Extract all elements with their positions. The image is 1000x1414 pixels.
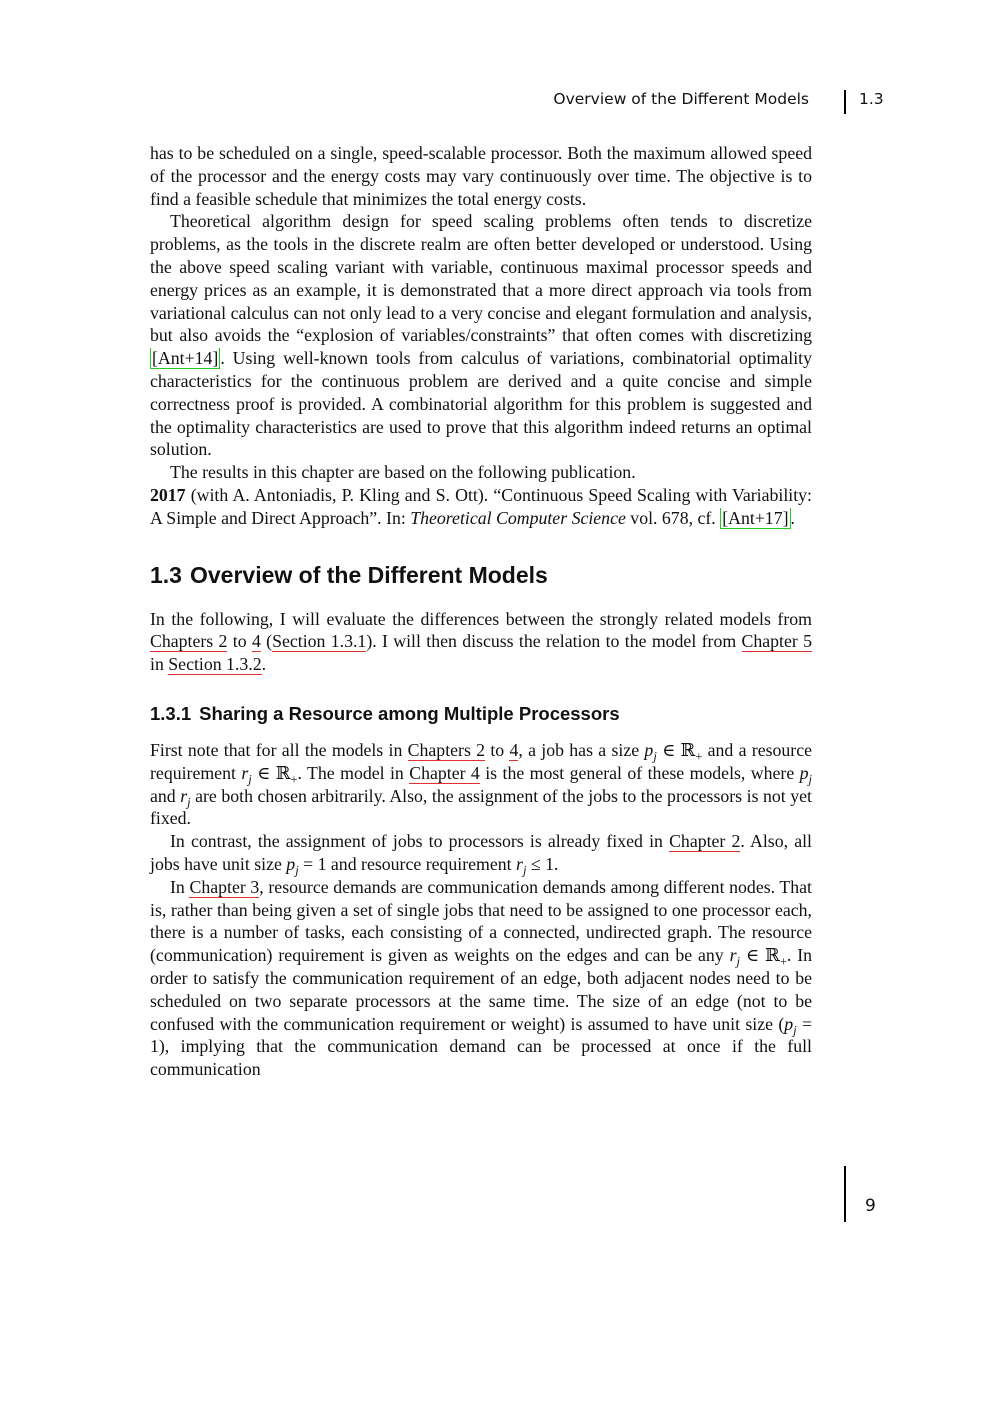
paragraph-intro-1: has to be scheduled on a single, speed-scalable processor. Both the maximum allowed speed of the processor and the energy costs may vary continuously over time. The objective is to find a feasible schedule that minimizes the total energy costs. bbox=[150, 143, 812, 209]
text-run: . bbox=[790, 507, 795, 528]
math-var: p bbox=[286, 853, 296, 874]
text-run: . Also, all jobs have unit size bbox=[150, 831, 812, 874]
page-number: 9 bbox=[865, 1196, 876, 1216]
text-run: . bbox=[553, 853, 559, 874]
math-rj-leq-1 bbox=[516, 853, 554, 878]
text-run: First note that for all the models in bbox=[150, 739, 408, 760]
math-var: p bbox=[784, 1013, 794, 1034]
math-var: p bbox=[644, 739, 654, 760]
xref-chapter-5[interactable]: Chapter 5 bbox=[741, 631, 813, 652]
section-title: Overview of the Different Models bbox=[189, 561, 548, 588]
math-op: = 1 bbox=[150, 1013, 812, 1057]
text-run: ). I will then discuss the relation to the model from bbox=[366, 631, 742, 652]
xref-chapters-2[interactable]: Chapters 2 bbox=[407, 739, 486, 760]
main-content bbox=[150, 142, 812, 1081]
xref-section-1-3-1[interactable]: Section 1.3.1 bbox=[272, 631, 367, 652]
text-run: vol. 678, cf. bbox=[625, 507, 721, 528]
text-run: Theoretical algorithm design for speed scaling problems often tends to discretize problems, as the tools in the discrete realm are often better developed or understood. Using the above speed scaling variant with variable, continuous maximal processor speeds and energy prices as an example, it is demonstrated that a more direct approach via tools from variational calculus can not only lead to a very concise and elegant formulation and analysis, but also avoids the “explosion of variables/constraints” that often comes with discretizing bbox=[150, 211, 812, 346]
publication-entry bbox=[150, 484, 812, 530]
xref-chapter-4[interactable]: 4 bbox=[509, 739, 519, 760]
xref-chapter-2[interactable]: Chapter 2 bbox=[669, 831, 741, 852]
paragraph-section-1 bbox=[150, 608, 812, 676]
math-subscript: j bbox=[793, 1023, 797, 1038]
xref-chapters-2[interactable]: Chapters 2 bbox=[150, 631, 228, 652]
text-run: , resource demands are communication demands among different nodes. That is, rather than being given a set of single jobs that need to be assigned to one processor each, there is a number of tasks, each consisting of a connected, undirected graph. The resource (communication) requirement is given as weights on the edges and can be any bbox=[150, 876, 812, 966]
math-var: r bbox=[729, 945, 737, 966]
math-op: ∈ ℝ bbox=[656, 739, 696, 760]
math-subscript: + bbox=[290, 772, 298, 787]
math-rj-in-reals bbox=[729, 945, 787, 969]
text-run: ), implying that the communication demand can be processed at once if the full communication bbox=[150, 1036, 812, 1080]
text-run: in bbox=[150, 654, 169, 675]
text-run: to bbox=[227, 631, 252, 652]
math-subscript: j bbox=[736, 954, 741, 969]
math-subscript: j bbox=[248, 772, 252, 787]
text-run: ( bbox=[260, 631, 273, 652]
math-subscript: + bbox=[695, 749, 703, 764]
math-subscript: j bbox=[522, 863, 527, 878]
text-run: . The model in bbox=[297, 762, 410, 783]
math-subscript: j bbox=[187, 795, 191, 810]
math-op: ≤ 1 bbox=[526, 853, 554, 874]
publication-venue: Theoretical Computer Science bbox=[410, 507, 626, 528]
text-run: In contrast, the assignment of jobs to processors is already fixed in bbox=[170, 831, 670, 852]
running-title: Overview of the Different Models bbox=[553, 90, 809, 108]
math-subscript: + bbox=[779, 954, 787, 969]
math-var: r bbox=[241, 762, 249, 783]
text-run: and bbox=[150, 785, 181, 806]
xref-chapter-4-model[interactable]: Chapter 4 bbox=[409, 762, 480, 783]
page-header bbox=[150, 88, 890, 116]
subsection-heading bbox=[150, 702, 812, 726]
math-op: ∈ ℝ bbox=[251, 762, 291, 783]
page-footer bbox=[844, 1166, 904, 1226]
math-var: r bbox=[180, 785, 188, 806]
xref-section-1-3-2[interactable]: Section 1.3.2 bbox=[168, 654, 262, 675]
paragraph-subsection-2 bbox=[150, 830, 812, 876]
text-run: In bbox=[170, 876, 190, 897]
math-op: ∈ ℝ bbox=[740, 945, 780, 966]
subsection-number: 1.3.1 bbox=[150, 702, 192, 724]
section-number: 1.3 bbox=[150, 561, 182, 588]
math-pj bbox=[799, 762, 812, 787]
header-divider bbox=[844, 90, 846, 114]
footer-divider bbox=[844, 1166, 846, 1222]
math-pj-in-reals bbox=[644, 739, 703, 764]
section-heading bbox=[150, 560, 812, 590]
text-run: . In order to satisfy the communication requirement of an edge, both adjacent nodes need to be scheduled on two separate processors at the same time. The size of an edge (not to be confused with the communication requirement or weight) is assumed to have unit size ( bbox=[150, 945, 813, 1034]
text-run: . bbox=[261, 654, 267, 675]
text-run: and resource requirement bbox=[326, 853, 517, 874]
paragraph-subsection-3 bbox=[150, 876, 812, 1081]
xref-chapter-3[interactable]: Chapter 3 bbox=[189, 876, 260, 897]
paragraph-intro-2 bbox=[150, 210, 812, 461]
math-subscript: j bbox=[653, 749, 657, 764]
math-var: p bbox=[799, 762, 809, 783]
math-op: = 1 bbox=[298, 853, 327, 874]
text-run: (with A. Antoniadis, P. Kling and S. Ott). “Continuous Speed Scaling with Variability: A Simple and Direct Approach”. In: bbox=[150, 484, 812, 528]
text-run: , a job has a size bbox=[518, 739, 645, 760]
paragraph-subsection-1 bbox=[150, 739, 812, 830]
text-run: In the following, I will evaluate the differences between the strongly related models from bbox=[150, 608, 812, 629]
math-subscript: j bbox=[295, 863, 299, 878]
text-run: to bbox=[485, 739, 510, 760]
header-section-number: 1.3 bbox=[859, 90, 884, 108]
citation-link-ant14[interactable]: [Ant+14] bbox=[152, 348, 219, 369]
math-var: r bbox=[516, 853, 523, 874]
math-subscript: j bbox=[808, 772, 812, 787]
math-rj-in-reals bbox=[241, 762, 298, 787]
paragraph-intro-3: The results in this chapter are based on the following publication. bbox=[170, 462, 636, 483]
text-run: and a resource requirement bbox=[150, 739, 812, 783]
citation-link-ant17[interactable]: [Ant+17] bbox=[722, 507, 789, 528]
xref-chapter-4[interactable]: 4 bbox=[251, 631, 261, 652]
text-run: are both chosen arbitrarily. Also, the assignment of the jobs to the processors is not yet fixed. bbox=[150, 785, 812, 829]
publication-year: 2017 bbox=[150, 484, 186, 505]
math-rj bbox=[180, 785, 191, 810]
subsection-title: Sharing a Resource among Multiple Processors bbox=[199, 702, 620, 724]
math-pj-equals-1 bbox=[286, 853, 327, 878]
text-run: is the most general of these models, where bbox=[479, 762, 800, 783]
text-run: . Using well-known tools from calculus of variations, combinatorial optimality characteristics for the continuous problem are derived and a quite concise and simple correctness proof is provided. A combinatorial algorithm for this problem is suggested and the optimality characteristics are used to prove that this algorithm indeed returns an optimal solution. bbox=[150, 348, 812, 460]
